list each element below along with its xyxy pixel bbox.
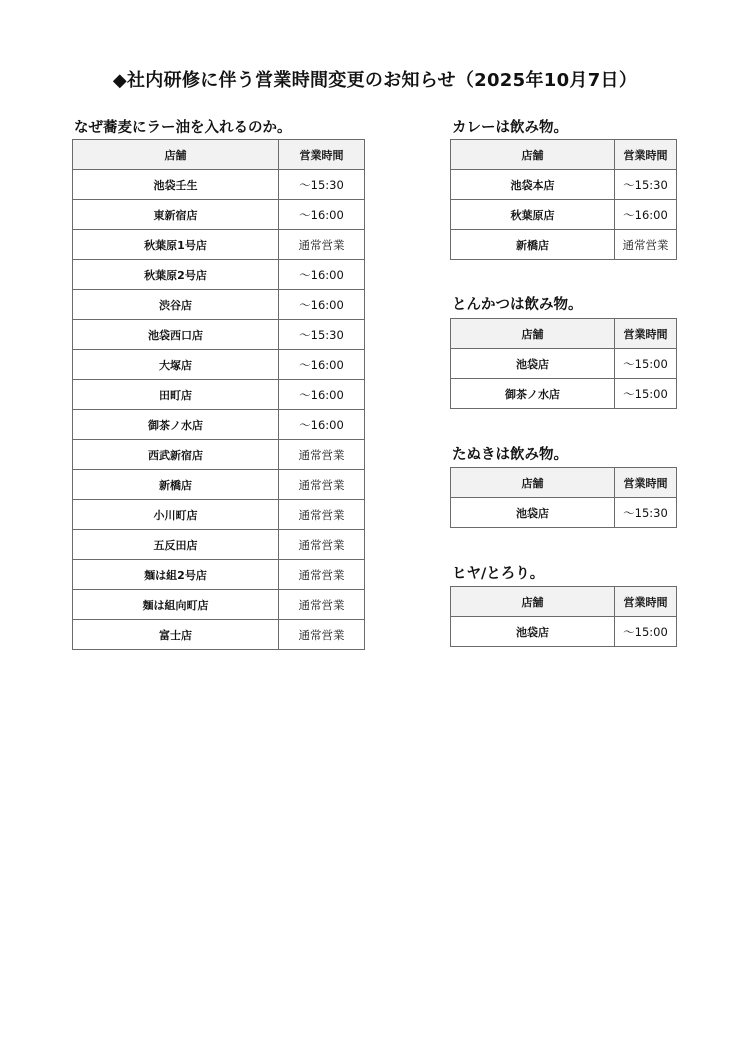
table-row bbox=[451, 498, 677, 528]
table-row bbox=[73, 320, 365, 350]
store-name-cell: 渋谷店 bbox=[73, 290, 279, 320]
table-row bbox=[73, 560, 365, 590]
table-row bbox=[73, 470, 365, 500]
table-row bbox=[73, 500, 365, 530]
section-heading: カレーは飲み物。 bbox=[452, 120, 568, 136]
table-row bbox=[73, 290, 365, 320]
hours-cell: ～16:00 bbox=[279, 290, 365, 320]
store-name-cell: 小川町店 bbox=[73, 500, 279, 530]
table-row bbox=[451, 200, 677, 230]
table-row bbox=[73, 410, 365, 440]
table-row bbox=[73, 590, 365, 620]
hours-cell: ～16:00 bbox=[279, 200, 365, 230]
table-row bbox=[73, 170, 365, 200]
store-column-header: 店舗 bbox=[73, 140, 279, 170]
hours-table bbox=[72, 139, 365, 650]
page-title: ◆社内研修に伴う営業時間変更のお知らせ（2025年10月7日） bbox=[112, 70, 638, 91]
store-name-cell: 麺は組向町店 bbox=[73, 590, 279, 620]
hours-column-header: 営業時間 bbox=[615, 587, 677, 617]
hours-cell: ～15:30 bbox=[279, 170, 365, 200]
table-header-row bbox=[73, 140, 365, 170]
hours-cell: 通常営業 bbox=[279, 620, 365, 650]
table-row bbox=[73, 350, 365, 380]
store-name-cell: 西武新宿店 bbox=[73, 440, 279, 470]
hours-cell: 通常営業 bbox=[615, 230, 677, 260]
store-name-cell: 東新宿店 bbox=[73, 200, 279, 230]
store-name-cell: 御茶ノ水店 bbox=[73, 410, 279, 440]
table-header-row bbox=[451, 468, 677, 498]
table-row bbox=[73, 440, 365, 470]
store-name-cell: 田町店 bbox=[73, 380, 279, 410]
store-column-header: 店舗 bbox=[451, 140, 615, 170]
store-name-cell: 秋葉原店 bbox=[451, 200, 615, 230]
table-header-row bbox=[451, 319, 677, 349]
table-row bbox=[451, 617, 677, 647]
store-name-cell: 新橋店 bbox=[451, 230, 615, 260]
hours-cell: ～16:00 bbox=[279, 350, 365, 380]
hours-cell: 通常営業 bbox=[279, 530, 365, 560]
table-row bbox=[73, 260, 365, 290]
hours-cell: 通常営業 bbox=[279, 470, 365, 500]
table-header-row bbox=[451, 140, 677, 170]
table-row bbox=[451, 379, 677, 409]
hours-cell: ～15:00 bbox=[615, 617, 677, 647]
section-heading: とんかつは飲み物。 bbox=[452, 297, 583, 313]
hours-cell: ～15:00 bbox=[615, 379, 677, 409]
table-row bbox=[73, 200, 365, 230]
store-name-cell: 麺は組2号店 bbox=[73, 560, 279, 590]
table-row bbox=[451, 170, 677, 200]
hours-cell: ～16:00 bbox=[279, 410, 365, 440]
store-column-header: 店舗 bbox=[451, 319, 615, 349]
hours-table bbox=[450, 586, 677, 647]
hours-table bbox=[450, 467, 677, 528]
table-row bbox=[73, 380, 365, 410]
hours-table bbox=[450, 139, 677, 260]
hours-column-header: 営業時間 bbox=[615, 319, 677, 349]
table-row bbox=[73, 530, 365, 560]
hours-cell: ～16:00 bbox=[279, 380, 365, 410]
section-heading: なぜ蕎麦にラー油を入れるのか。 bbox=[74, 120, 292, 136]
table-header-row bbox=[451, 587, 677, 617]
hours-cell: 通常営業 bbox=[279, 560, 365, 590]
hours-cell: ～16:00 bbox=[279, 260, 365, 290]
store-name-cell: 池袋本店 bbox=[451, 170, 615, 200]
store-name-cell: 新橋店 bbox=[73, 470, 279, 500]
store-name-cell: 大塚店 bbox=[73, 350, 279, 380]
hours-cell: 通常営業 bbox=[279, 590, 365, 620]
table-row bbox=[451, 230, 677, 260]
store-name-cell: 池袋西口店 bbox=[73, 320, 279, 350]
store-name-cell: 五反田店 bbox=[73, 530, 279, 560]
store-name-cell: 御茶ノ水店 bbox=[451, 379, 615, 409]
store-name-cell: 池袋壬生 bbox=[73, 170, 279, 200]
hours-column-header: 営業時間 bbox=[279, 140, 365, 170]
store-name-cell: 池袋店 bbox=[451, 498, 615, 528]
hours-column-header: 営業時間 bbox=[615, 140, 677, 170]
hours-cell: ～15:30 bbox=[279, 320, 365, 350]
table-row bbox=[73, 620, 365, 650]
table-row bbox=[451, 349, 677, 379]
hours-cell: ～15:00 bbox=[615, 349, 677, 379]
hours-cell: ～15:30 bbox=[615, 170, 677, 200]
section-heading: ヒヤ/とろり。 bbox=[452, 566, 545, 582]
hours-cell: ～15:30 bbox=[615, 498, 677, 528]
hours-table bbox=[450, 318, 677, 409]
store-name-cell: 池袋店 bbox=[451, 617, 615, 647]
hours-cell: ～16:00 bbox=[615, 200, 677, 230]
store-column-header: 店舗 bbox=[451, 587, 615, 617]
store-name-cell: 秋葉原2号店 bbox=[73, 260, 279, 290]
store-name-cell: 富士店 bbox=[73, 620, 279, 650]
hours-cell: 通常営業 bbox=[279, 500, 365, 530]
store-name-cell: 池袋店 bbox=[451, 349, 615, 379]
hours-cell: 通常営業 bbox=[279, 440, 365, 470]
store-column-header: 店舗 bbox=[451, 468, 615, 498]
table-row bbox=[73, 230, 365, 260]
section-heading: たぬきは飲み物。 bbox=[452, 447, 568, 463]
hours-column-header: 営業時間 bbox=[615, 468, 677, 498]
store-name-cell: 秋葉原1号店 bbox=[73, 230, 279, 260]
hours-cell: 通常営業 bbox=[279, 230, 365, 260]
